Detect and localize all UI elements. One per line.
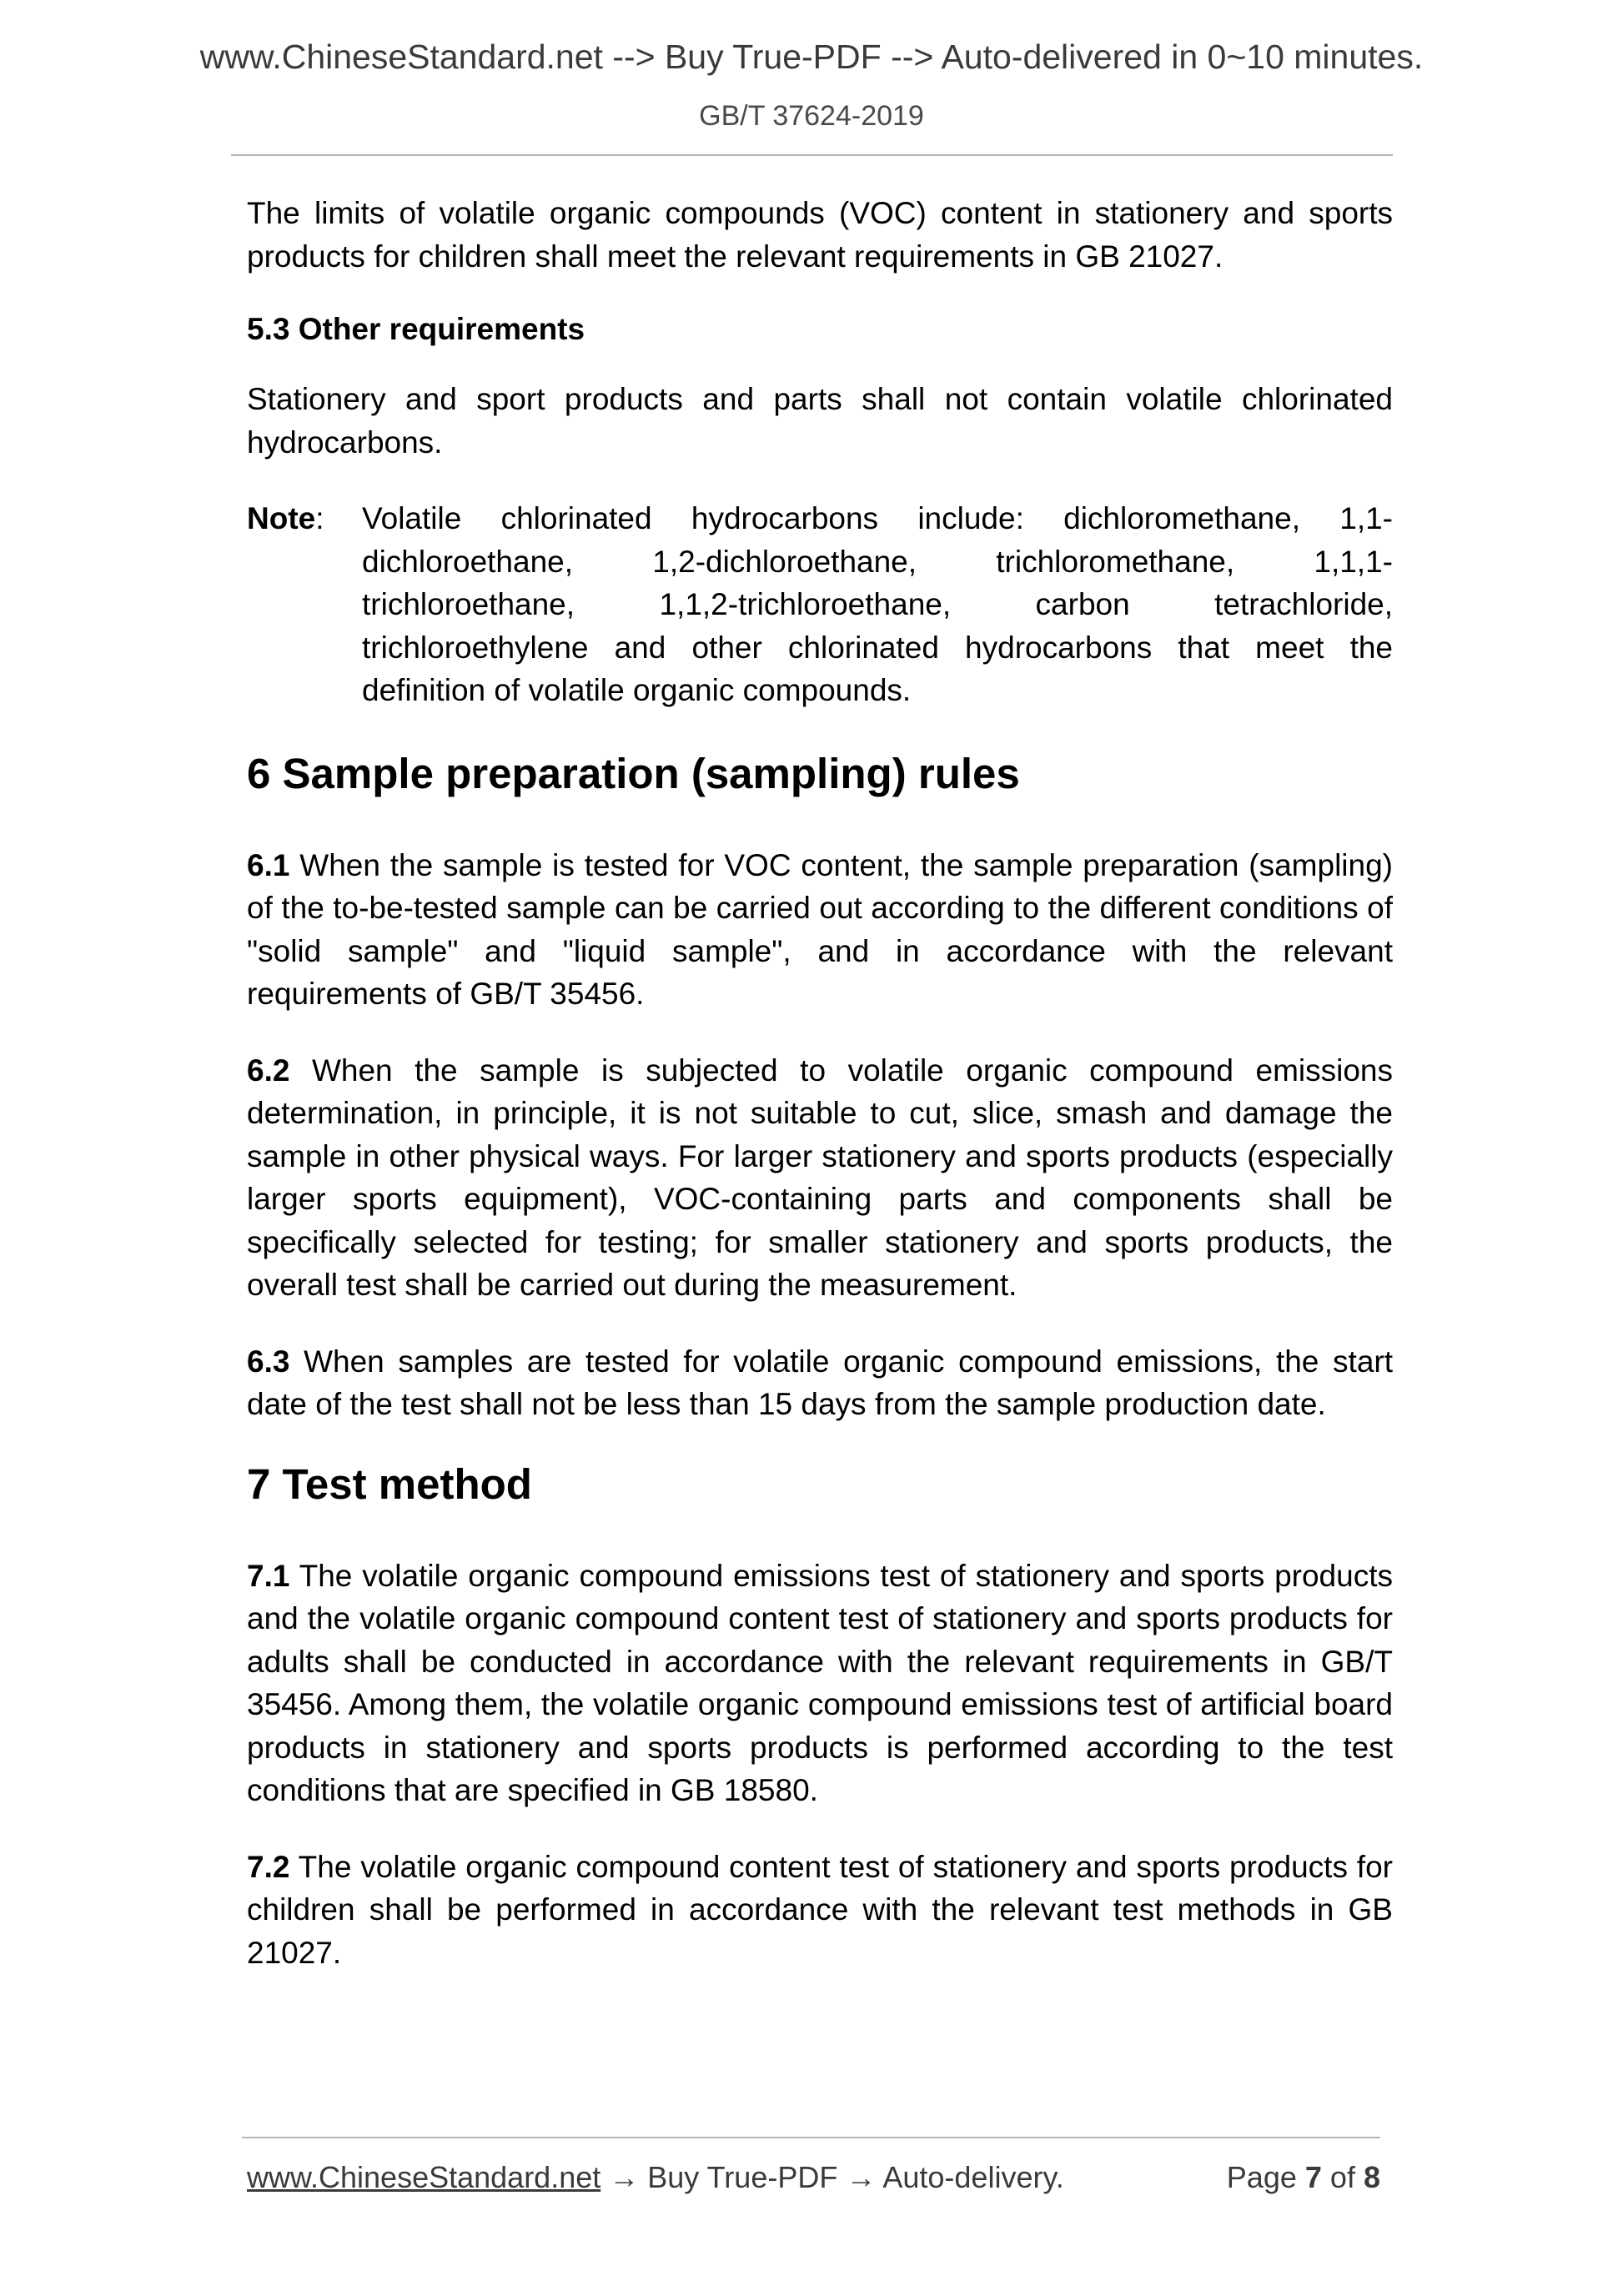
clause-7-2-number: 7.2 [247,1849,290,1884]
clause-6-3 [247,1340,1393,1426]
clause-7-2-text: The volatile organic compound content test of stationery and sports products for children shall be performed in accordance with the relevant test methods in GB 21027. [247,1849,1393,1970]
footer-site-link[interactable]: www.ChineseStandard.net [247,2160,601,2194]
footer-buy-text: Buy True-PDF [647,2160,838,2194]
note-block [247,497,1393,712]
document-id: GB/T 37624-2019 [699,100,924,132]
clause-7-1-text: The volatile organic compound emissions test of stationery and sports products and the volatile organic compound content test of stationery and sports products for adults shall be conducted in accordance with the relevant requirements in GB/T 35456. Among them, the volatile organic compound emissions test of artificial board products in stationery and sports products is performed according to the test conditions that are specified in GB 18580. [247,1558,1393,1807]
note-separator: : [315,501,324,535]
intro-paragraph: The limits of volatile organic compounds (VOC) content in stationery and sports products for children shall meet the relevant requirements in GB 21027. [247,196,1393,274]
clause-6-3-text: When samples are tested for volatile organic compound emissions, the start date of the test shall not be less than 15 days from the sample production date. [247,1344,1393,1421]
clause-6-2-text: When the sample is subjected to volatile organic compound emissions determination, in principle, it is not suitable to cut, slice, smash and damage the sample in other physical ways. For larger stationery and sports products (especially larger sports equipment), VOC-containing parts and components shall be specifically selected for testing; for smaller stationery and sports products, the overall test shall be carried out during the measurement. [247,1053,1394,1302]
section-5-3-text: Stationery and sport products and parts shall not contain volatile chlorinated hydrocarbons. [247,382,1393,460]
footer-arrow-icon: → [837,2160,883,2194]
page-word: Page [1226,2160,1297,2194]
header-divider [231,154,1393,156]
clause-6-1-number: 6.1 [247,847,290,882]
of-word: of [1329,2160,1355,2194]
page-indicator [1227,2160,1380,2195]
section-5-3-heading: 5.3 Other requirements [247,312,585,346]
footer-divider [242,2137,1380,2138]
clause-6-2-number: 6.2 [247,1053,290,1088]
page-content [247,192,1393,2007]
page-number: 7 [1304,2160,1322,2194]
clause-6-2 [247,1049,1393,1307]
footer-links [247,2160,1064,2195]
section-7-heading: 7 Test method [247,1459,532,1508]
total-pages: 8 [1363,2160,1380,2194]
note-label: Note [247,501,316,535]
section-6-heading: 6 Sample preparation (sampling) rules [247,749,1020,797]
clause-7-1-number: 7.1 [247,1558,290,1593]
footer-delivery-text: Auto-delivery. [882,2160,1064,2194]
clause-6-1-text: When the sample is tested for VOC content, the sample preparation (sampling) of the to-be-tested sample can be carried out according to the different conditions of "solid sample" and "liquid sample", and in accordance with the relevant requirements of GB/T 35456. [247,847,1393,1011]
clause-6-1 [247,844,1393,1016]
clause-7-1 [247,1555,1393,1812]
note-label-wrap [247,497,362,712]
note-text: Volatile chlorinated hydrocarbons include: dichloromethane, 1,1-dichloroethane, 1,2-dichloroethane, trichloromethane, 1,1,1-trichloroethane, 1,1,2-trichloroethane, carbon tetrachloride, trichloroethylene and other chlorinated hydrocarbons that meet the definition of volatile organic compounds. [362,501,1393,707]
clause-7-2 [247,1846,1393,1975]
footer-arrow-icon: → [600,2160,648,2194]
header-banner: www.ChineseStandard.net --> Buy True-PDF --> Auto-delivered in 0~10 minutes. [199,38,1424,76]
clause-6-3-number: 6.3 [247,1344,290,1379]
